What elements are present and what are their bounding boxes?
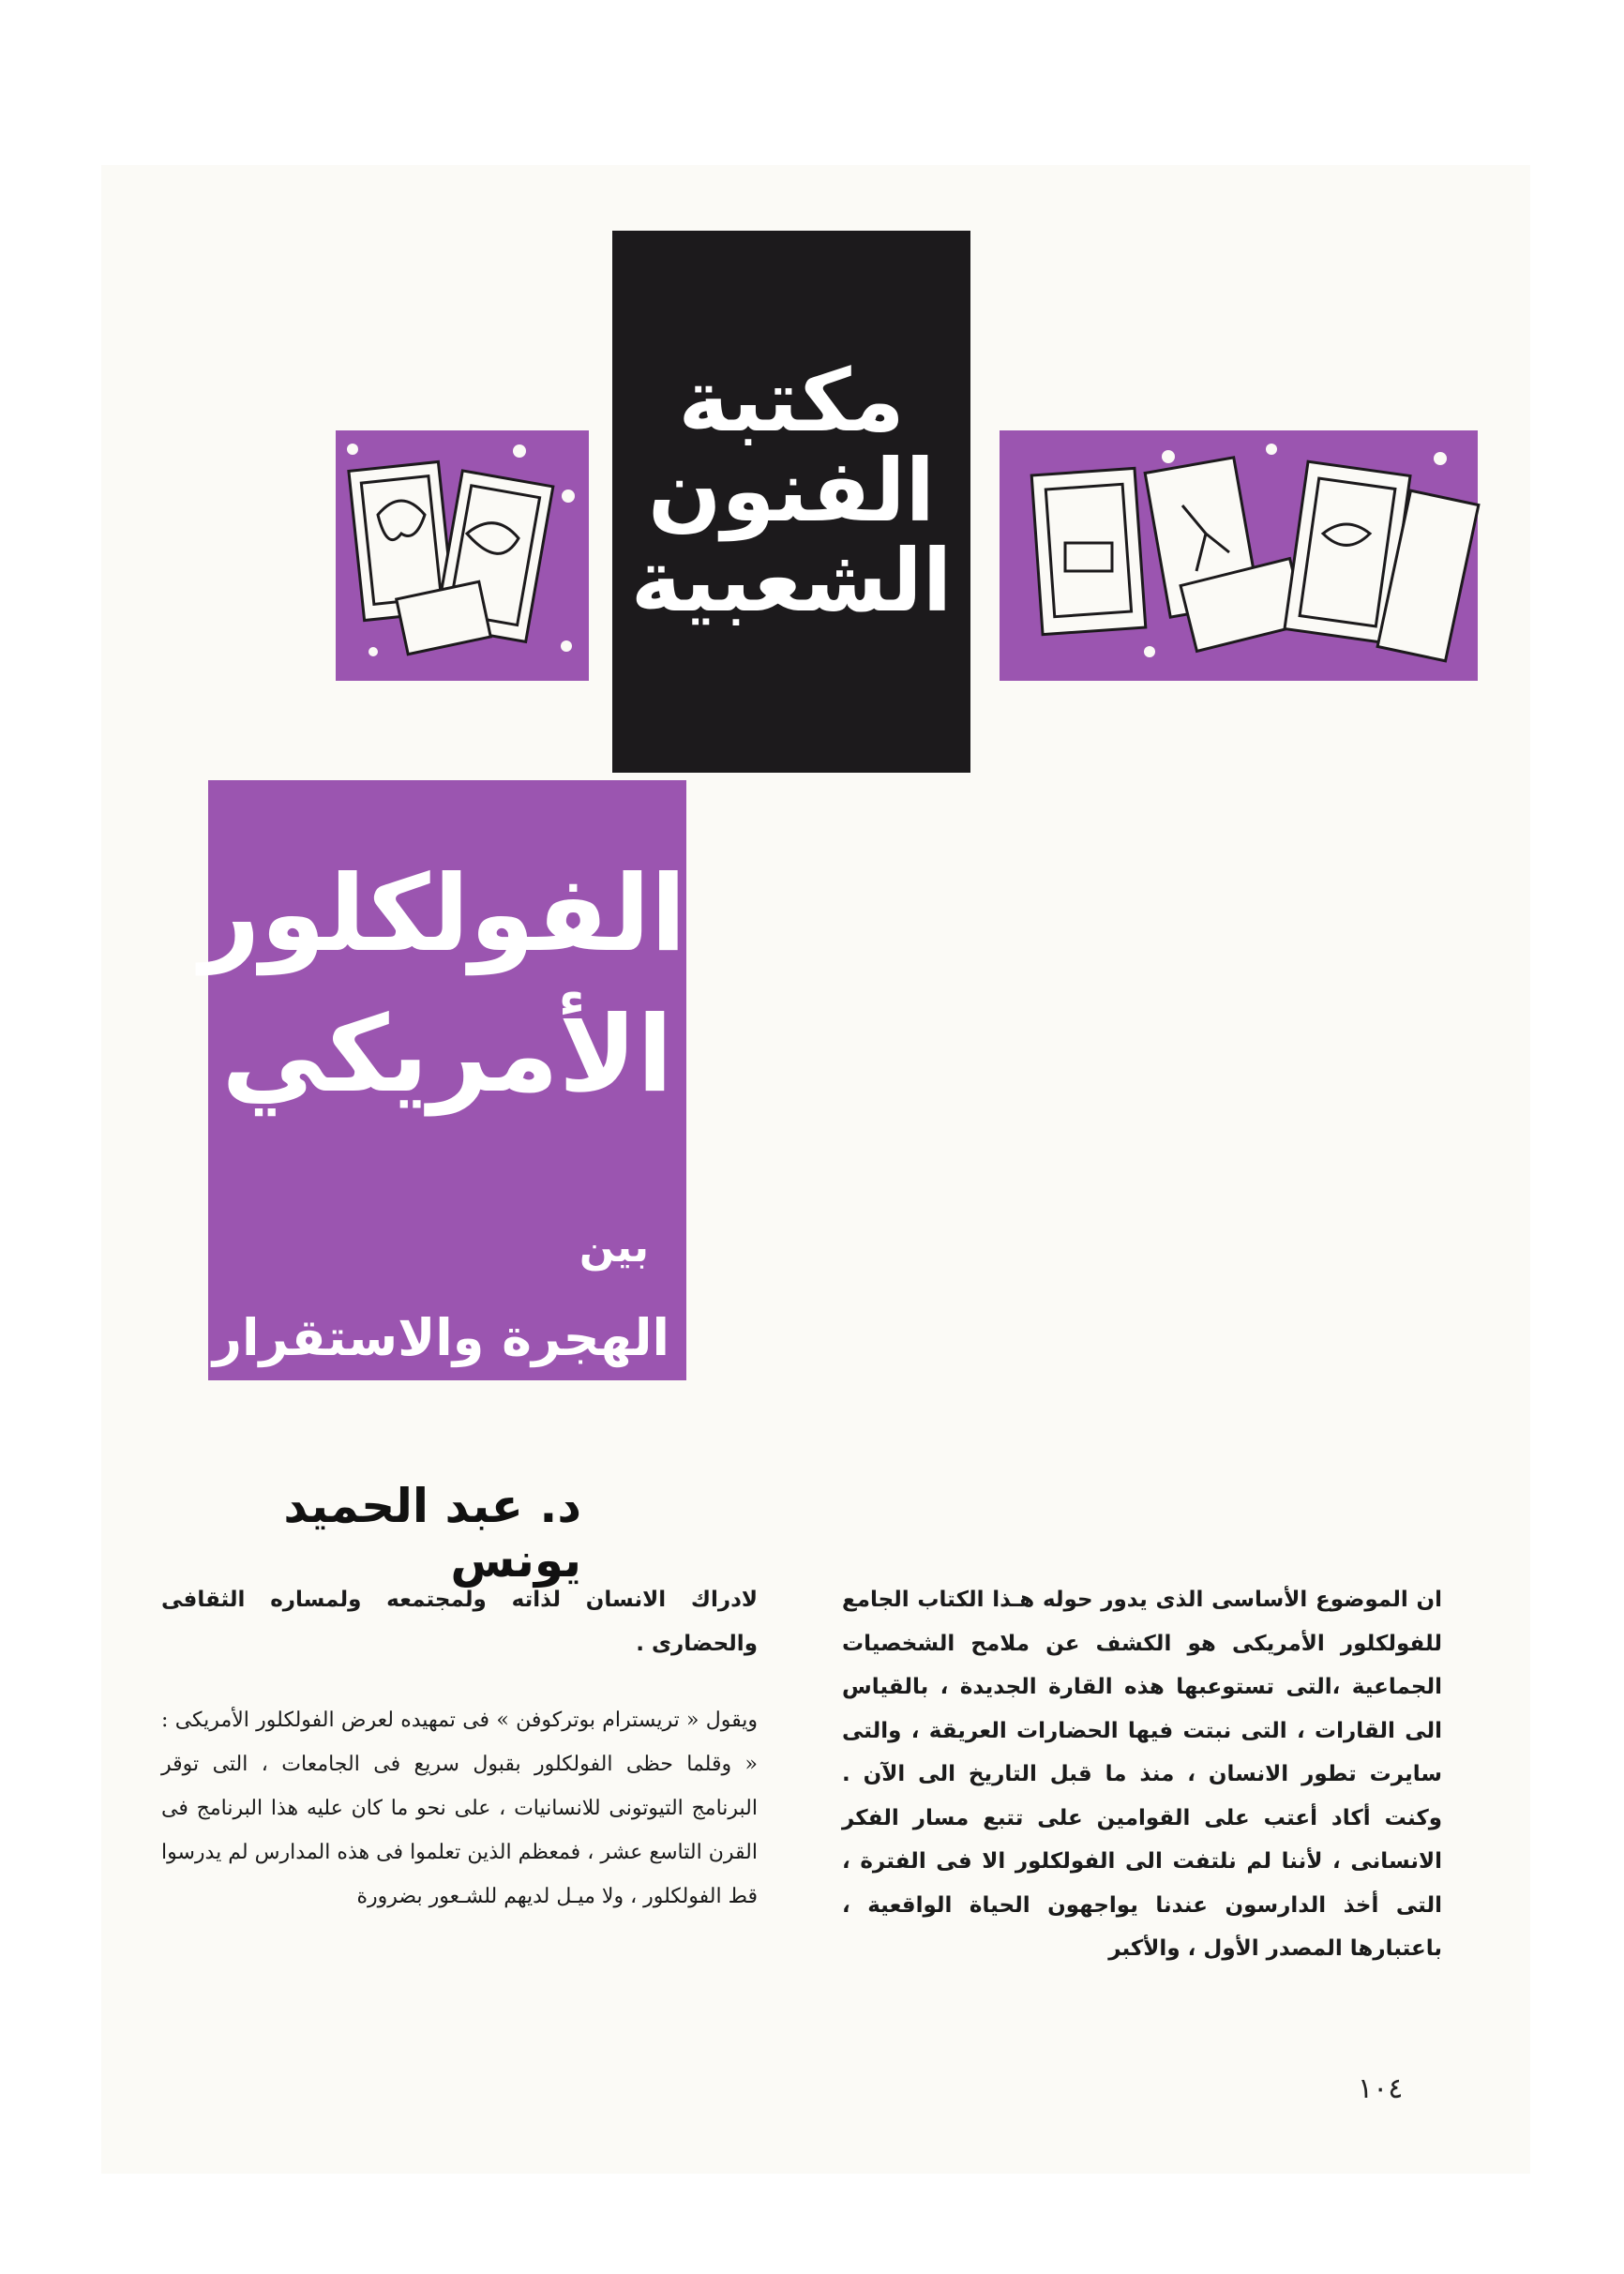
dot-icon <box>1266 444 1277 455</box>
folk-art-cards-illustration-right <box>1000 430 1478 681</box>
article-paragraph: ويقول « تريسترام بوتركوفن » فى تمهيده لعرض الفولكلور الأمريكى : « وقلما حظى الفولكلور بقبول سريع فى الجامعات ، التى توقر البرنامج التيوتونى للانسانيات ، على نحو ما كان عليه هذا البرنامج فى القرن التاسع عشر ، فمعظم الذين تعلموا فى هذه المدارس لم يدرسوا قط الفولكلور ، ولا ميـل لديهم للشـعور بضرورة <box>161 1709 758 1908</box>
series-title-line: مكتبة <box>678 351 905 451</box>
dot-icon <box>561 640 572 652</box>
series-title <box>609 351 973 631</box>
series-title-line: الفنون <box>647 441 936 541</box>
series-title-line: الشعبية <box>630 531 953 631</box>
page-number: ١٠٤ <box>1358 2072 1404 2105</box>
book-title <box>200 844 686 1125</box>
dot-icon <box>1144 646 1155 657</box>
dot-icon <box>347 444 358 455</box>
article-paragraph: ان الموضوع الأساسى الذى يدور حوله هـذا الكتاب الجامع للفولكلور الأمريكى هو الكشف عن ملامح الشخصيات الجماعية ،التى تستوعبها هذه القارة الجديدة ، بالقياس الى القارات ، التى نبتت فيها الحضارات العريقة ، والتى سايرت تطور الانسان ، منذ ما قبل التاريخ الى الآن . وكنت أكاد أعتب على القوامين على تتبع مسار الفكر الانسانى ، لأننا لم نلتفت الى الفولكلور الا فى الفترة ، التى أخذ الدارسون عندنا يواجهون الحياة الواقعية ، باعتبارها المصدر الأول ، والأكبر <box>842 1588 1442 1961</box>
dot-icon <box>513 444 526 458</box>
left-banner-panel <box>336 430 589 681</box>
book-title-line: الأمريكي <box>221 994 673 1116</box>
dot-icon <box>562 489 575 503</box>
right-banner-panel <box>1000 430 1478 681</box>
article-paragraph-continued: لادراك الانسان لذاته ولمجتمعه ولمساره الثقافى والحضارى . <box>161 1588 758 1656</box>
book-subtitle-connector: بين <box>579 1224 649 1272</box>
folk-art-card-icon <box>1031 468 1146 634</box>
book-title-line: الفولكلور <box>200 853 686 975</box>
article-column-right <box>842 1578 1442 1971</box>
article-column-left <box>161 1578 758 1919</box>
book-subtitle: الهجرة والاستقرار <box>212 1308 669 1367</box>
dot-icon <box>1162 450 1175 463</box>
dot-icon <box>1434 452 1447 465</box>
dot-icon <box>368 647 378 656</box>
author-name: د. عبد الحميد يونس <box>283 1479 581 1588</box>
folk-art-cards-illustration-left <box>336 430 589 681</box>
